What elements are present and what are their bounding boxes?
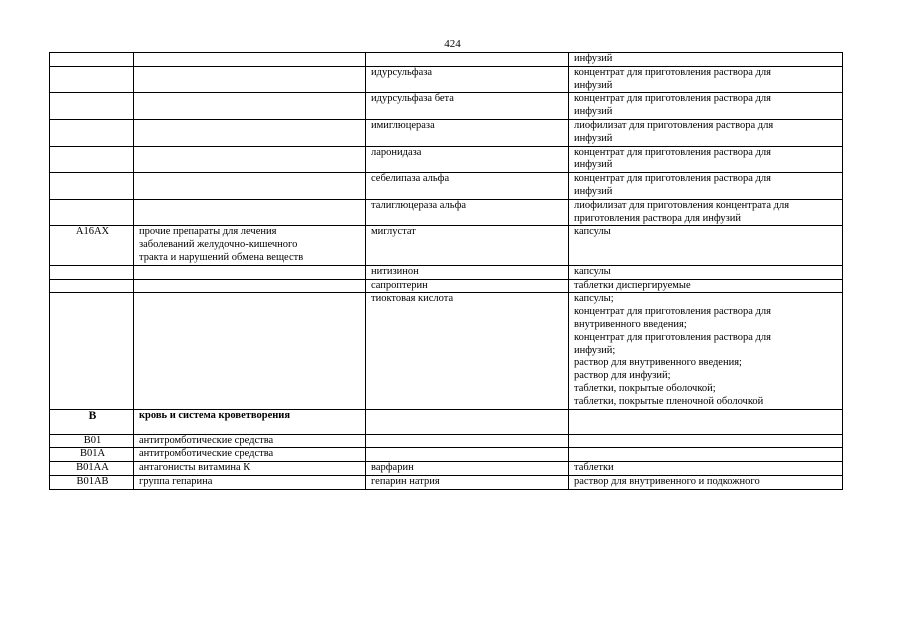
atc-group-cell xyxy=(134,226,366,265)
substance-cell: сапроптерин xyxy=(366,279,569,293)
dosage-forms-cell xyxy=(569,119,843,146)
atc-group-cell xyxy=(134,434,366,448)
atc-code-cell xyxy=(50,146,134,173)
dosage-form-line: раствор для внутривенного введения; xyxy=(574,357,742,369)
dosage-form-line: лиофилизат для приготовления раствора для xyxy=(574,119,774,131)
atc-group-line: группа гепарина xyxy=(139,475,213,487)
dosage-forms-cell xyxy=(569,53,843,67)
atc-group-cell xyxy=(134,53,366,67)
atc-code-cell: B01AB xyxy=(50,475,134,489)
table-row xyxy=(50,226,843,265)
atc-group-cell xyxy=(134,66,366,93)
dosage-form-line: приготовления раствора для инфузий xyxy=(574,212,742,224)
substance-cell xyxy=(366,409,569,434)
table-row xyxy=(50,265,843,279)
atc-code-cell: B01 xyxy=(50,434,134,448)
substance-cell: гепарин натрия xyxy=(366,475,569,489)
dosage-forms-cell xyxy=(569,226,843,265)
substance-cell xyxy=(366,434,569,448)
dosage-forms-cell xyxy=(569,66,843,93)
dosage-form-line: таблетки xyxy=(574,462,614,474)
table-row xyxy=(50,146,843,173)
atc-group-line: антитромботические средства xyxy=(139,434,274,446)
atc-code-cell: B xyxy=(50,409,134,434)
dosage-form-line: внутривенного введения; xyxy=(574,318,687,330)
table-row xyxy=(50,448,843,462)
table-row xyxy=(50,66,843,93)
atc-group-cell xyxy=(134,119,366,146)
dosage-form-line: инфузий xyxy=(574,132,613,144)
dosage-form-line: инфузий xyxy=(574,159,613,171)
atc-group-line: тракта и нарушений обмена веществ xyxy=(139,251,304,263)
dosage-form-line: таблетки, покрытые пленочной оболочкой xyxy=(574,395,764,407)
dosage-form-line: капсулы xyxy=(574,226,611,238)
substance-cell xyxy=(366,53,569,67)
table-row xyxy=(50,119,843,146)
atc-group-cell xyxy=(134,173,366,200)
atc-code-cell xyxy=(50,279,134,293)
dosage-form-line: инфузий; xyxy=(574,344,616,356)
atc-code-cell xyxy=(50,265,134,279)
dosage-forms-cell xyxy=(569,265,843,279)
table-row xyxy=(50,409,843,434)
dosage-form-line: концентрат для приготовления раствора для xyxy=(574,331,771,343)
substance-cell: варфарин xyxy=(366,462,569,476)
atc-code-cell xyxy=(50,119,134,146)
atc-group-cell xyxy=(134,448,366,462)
table-row xyxy=(50,173,843,200)
dosage-forms-cell xyxy=(569,93,843,120)
atc-code-cell xyxy=(50,93,134,120)
substance-cell: ларонидаза xyxy=(366,146,569,173)
table-row xyxy=(50,279,843,293)
atc-group-line: антагонисты витамина К xyxy=(139,462,251,474)
dosage-form-line: концентрат для приготовления раствора для xyxy=(574,93,771,105)
dosage-form-line: раствор для инфузий; xyxy=(574,370,671,382)
atc-group-cell xyxy=(134,199,366,226)
dosage-form-line: таблетки диспергируемые xyxy=(574,279,691,291)
dosage-form-line: концентрат для приготовления раствора для xyxy=(574,306,771,318)
dosage-forms-cell xyxy=(569,279,843,293)
atc-group-cell xyxy=(134,475,366,489)
dosage-form-line: капсулы; xyxy=(574,293,614,305)
drug-table-body xyxy=(50,53,843,490)
atc-group-cell xyxy=(134,265,366,279)
dosage-forms-cell xyxy=(569,409,843,434)
dosage-form-line: капсулы xyxy=(574,265,611,277)
atc-code-cell: B01A xyxy=(50,448,134,462)
dosage-forms-cell xyxy=(569,462,843,476)
table-row xyxy=(50,434,843,448)
table-row xyxy=(50,199,843,226)
atc-code-cell: A16AX xyxy=(50,226,134,265)
dosage-forms-cell xyxy=(569,448,843,462)
table-row xyxy=(50,53,843,67)
dosage-form-line: инфузий xyxy=(574,185,613,197)
dosage-forms-cell xyxy=(569,475,843,489)
substance-cell: талиглюцераза альфа xyxy=(366,199,569,226)
atc-group-line: антитромботические средства xyxy=(139,448,274,460)
atc-code-cell xyxy=(50,53,134,67)
dosage-form-line: инфузий xyxy=(574,106,613,118)
dosage-form-line: концентрат для приготовления раствора для xyxy=(574,66,771,78)
atc-group-cell xyxy=(134,409,366,434)
dosage-form-line: инфузий xyxy=(574,79,613,91)
substance-cell: идурсульфаза бета xyxy=(366,93,569,120)
substance-cell: имиглюцераза xyxy=(366,119,569,146)
drug-table xyxy=(49,52,843,490)
dosage-forms-cell xyxy=(569,199,843,226)
atc-code-cell xyxy=(50,199,134,226)
atc-code-cell: B01AA xyxy=(50,462,134,476)
dosage-form-line: инфузий xyxy=(574,53,613,64)
substance-cell: миглустат xyxy=(366,226,569,265)
atc-code-cell xyxy=(50,66,134,93)
substance-cell: себелипаза альфа xyxy=(366,173,569,200)
dosage-forms-cell xyxy=(569,434,843,448)
dosage-form-line: раствор для внутривенного и подкожного xyxy=(574,475,760,487)
table-row xyxy=(50,93,843,120)
dosage-forms-cell xyxy=(569,146,843,173)
atc-group-line: прочие препараты для лечения xyxy=(139,226,277,238)
atc-group-cell xyxy=(134,462,366,476)
atc-code-cell xyxy=(50,173,134,200)
atc-code-cell xyxy=(50,293,134,409)
dosage-form-line: лиофилизат для приготовления концентрата для xyxy=(574,199,790,211)
dosage-form-line: концентрат для приготовления раствора для xyxy=(574,146,771,158)
atc-group-line: заболеваний желудочно-кишечного xyxy=(139,239,298,251)
dosage-form-line: концентрат для приготовления раствора для xyxy=(574,173,771,185)
substance-cell: тиоктовая кислота xyxy=(366,293,569,409)
dosage-forms-cell xyxy=(569,293,843,409)
page-number: 424 xyxy=(444,38,461,50)
table-row xyxy=(50,293,843,409)
substance-cell: идурсульфаза xyxy=(366,66,569,93)
atc-group-cell xyxy=(134,93,366,120)
dosage-form-line: таблетки, покрытые оболочкой; xyxy=(574,382,716,394)
atc-group-cell xyxy=(134,293,366,409)
atc-group-cell xyxy=(134,146,366,173)
table-row xyxy=(50,462,843,476)
atc-group-line: кровь и система кроветворения xyxy=(139,409,291,421)
substance-cell: нитизинон xyxy=(366,265,569,279)
atc-group-cell xyxy=(134,279,366,293)
substance-cell xyxy=(366,448,569,462)
table-row xyxy=(50,475,843,489)
dosage-forms-cell xyxy=(569,173,843,200)
